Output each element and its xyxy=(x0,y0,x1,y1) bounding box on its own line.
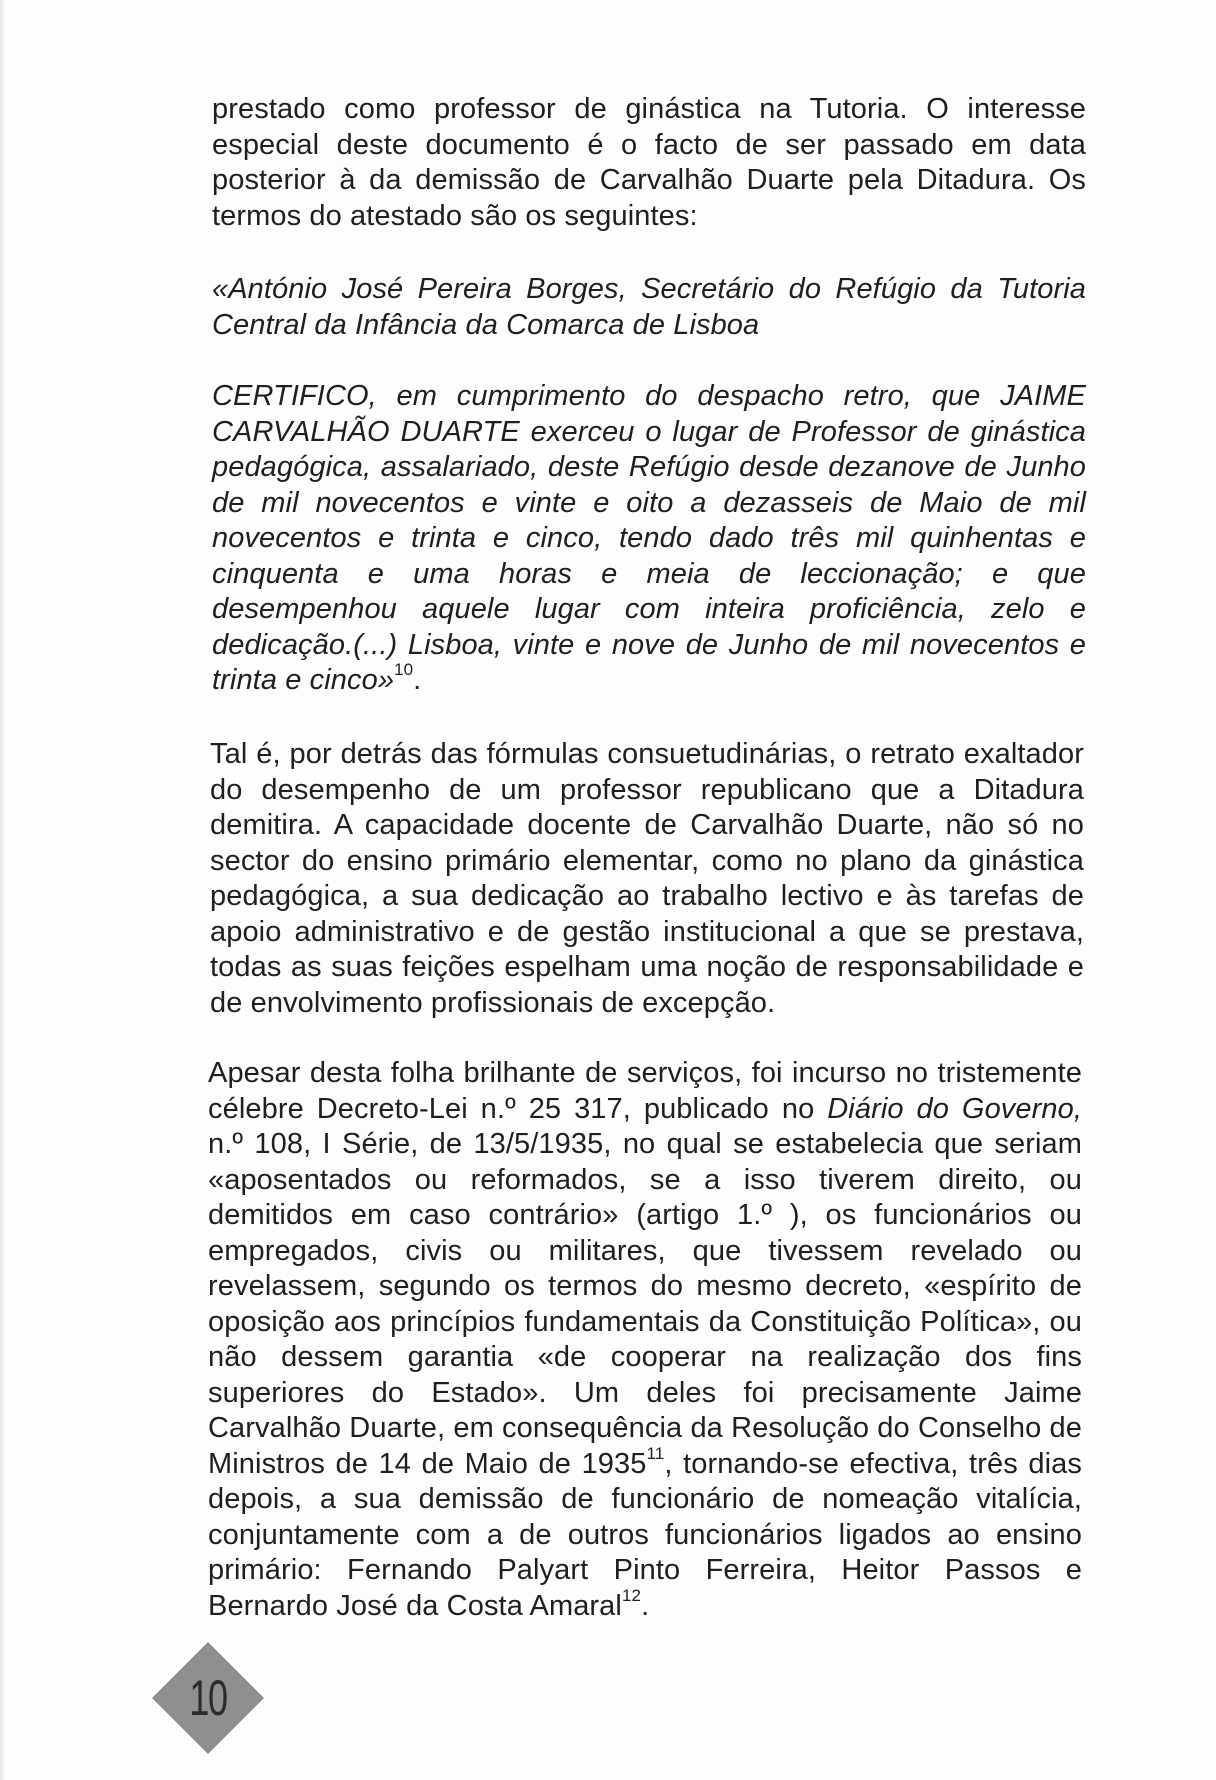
paragraph-intro-text: prestado como professor de ginástica na Tutoria. O interesse especial deste documento é o facto de ser passado em data posterior à da demissão de Carvalhão Duarte pela Ditadura. Os termos do atestado são os seguintes: xyxy=(212,93,1086,232)
page-edge-shadow xyxy=(0,0,6,1780)
publication-title: Diário do Governo, xyxy=(827,1092,1083,1125)
quote-header-text: «António José Pereira Borges, Secretário do Refúgio da Tutoria Central da Infância da Comarca de Lisboa xyxy=(212,273,1086,341)
footnote-ref-11: 11 xyxy=(646,1443,665,1463)
paragraph-assessment-text: Tal é, por detrás das fórmulas consuetudinárias, o retrato exaltador do desempenho de um professor republicano que a Ditadura demitira. A capacidade docente de Carvalhão Duarte, não só no sector do ensino primário elementar, como no plano da ginástica pedagógica, a sua dedicação ao trabalho lectivo e às tarefas de apoio administrativo e de gestão institucional a que se prestava, todas as suas feições espelham uma noção de responsabilidade e de envolvimento profissionais de excepção. xyxy=(210,738,1084,1019)
quote-certificate-period: . xyxy=(413,664,422,696)
paragraph-decree-period: . xyxy=(641,1589,650,1622)
quote-certificate xyxy=(212,379,1086,699)
footnote-ref-10: 10 xyxy=(394,660,414,680)
quote-certificate-text: CERTIFICO, em cumprimento do despacho retro, que JAIME CARVALHÃO DUARTE exerceu o lugar de Professor de ginástica pedagógica, assalariado, deste Refúgio desde dezanove de Junho de mil novecentos e vinte e oito a dezasseis de Maio de mil novecentos e trinta e cinco, tendo dado três mil quinhentas e cinquenta e uma horas e meia de leccionação; e que desempenhou aquele lugar com inteira proficiência, zelo e dedicação.(...) Lisboa, vinte e nove de Junho de mil novecentos e trinta e cinco» xyxy=(212,380,1086,696)
footnote-ref-12: 12 xyxy=(621,1585,642,1605)
paragraph-intro xyxy=(212,92,1086,234)
page-number: 10 xyxy=(189,1670,227,1726)
paragraph-assessment xyxy=(210,737,1084,1021)
paragraph-decree-text-a: Apesar desta folha brilhante de serviços, foi incurso no tristemente célebre Decreto-Lei n.º 25 317, publicado no xyxy=(208,1057,1082,1125)
paragraph-decree-paragraph xyxy=(208,1056,1082,1624)
paragraph-decree-text-b: n.º 108, I Série, de 13/5/1935, no qual se estabelecia que seriam «aposentados ou reformados, se a isso tiverem direito, ou demitidos em caso contrário» (artigo 1.º ), os funcionários ou empregados, civis ou militares, que tivessem revelado ou revelassem, segundo os termos do mesmo decreto, «espírito de oposição aos princípios fundamentais da Constituição Política», ou não dessem garantia «de cooperar na realização dos fins superiores do Estado». Um deles foi precisamente Jaime Carvalhão Duarte, em consequência da Resolução do Conselho de Ministros de 14 de Maio de 1935 xyxy=(208,1128,1082,1480)
paragraph-decree-text-c: , tornando-se efectiva, três dias depois, a sua demissão de funcionário de nomeação vitalícia, conjuntamente com a de outros funcionários ligados ao ensino primário: Fernando Palyart Pinto Ferreira, Heitor Passos e Bernardo José da Costa Amaral xyxy=(208,1447,1082,1622)
quote-header xyxy=(212,272,1086,343)
paragraph-decree xyxy=(208,1056,1082,1624)
quote-certificate-paragraph xyxy=(212,379,1086,699)
page-number-badge xyxy=(150,1640,266,1756)
